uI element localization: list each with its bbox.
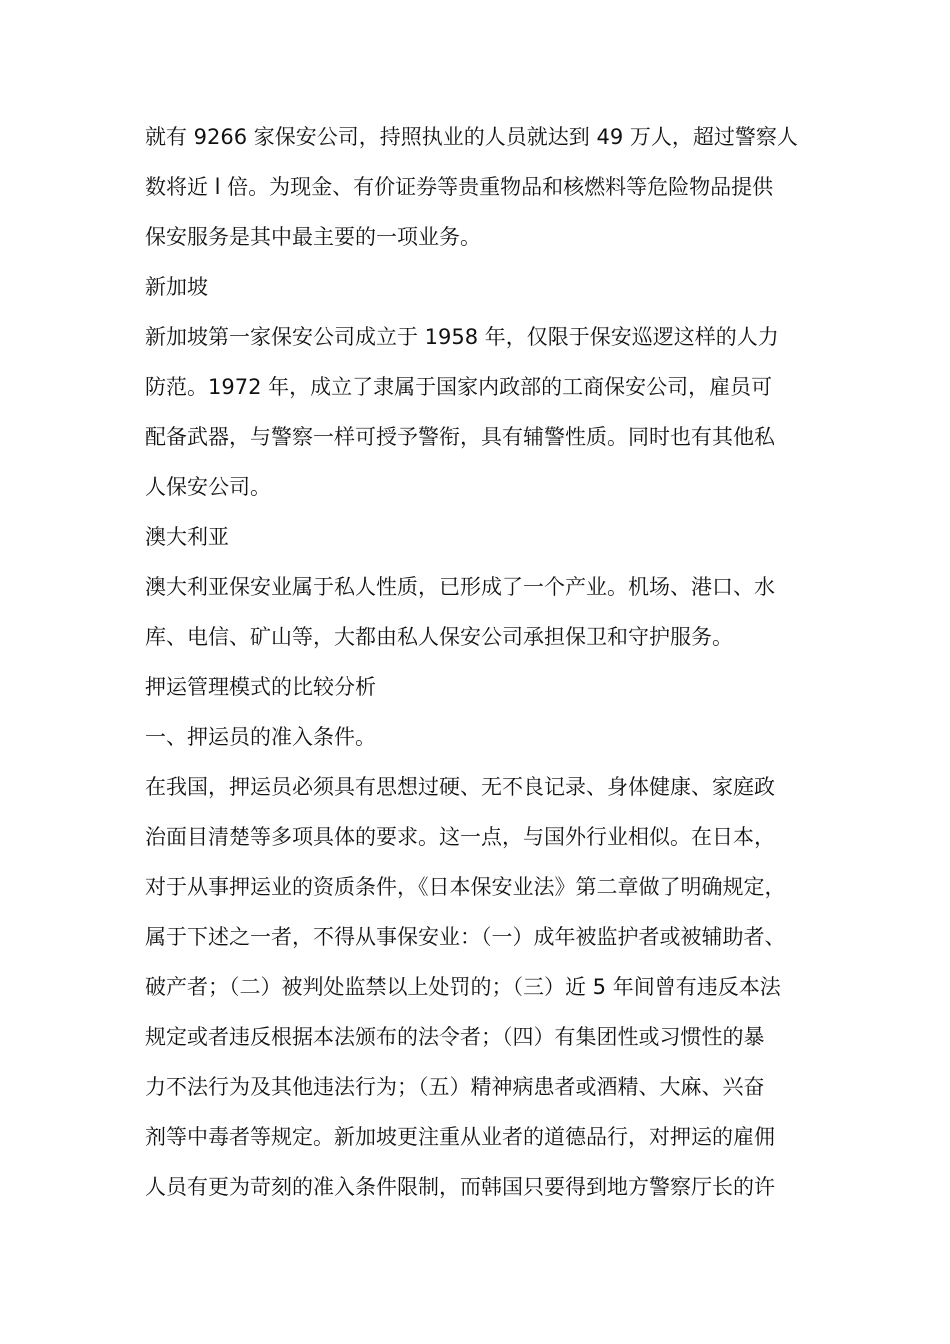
text-line: 人员有更为苛刻的准入条件限制，而韩国只要得到地方警察厅长的许 bbox=[145, 1175, 775, 1199]
text-line: 人保安公司。 bbox=[145, 475, 271, 499]
section-heading-australia: 澳大利亚 bbox=[145, 525, 229, 549]
text-line: 治面目清楚等多项具体的要求。这一点，与国外行业相似。在日本， bbox=[145, 825, 775, 849]
text-line: 保安服务是其中最主要的一项业务。 bbox=[145, 225, 481, 249]
text-line: 防范。1972 年，成立了隶属于国家内政部的工商保安公司，雇员可 bbox=[145, 375, 773, 399]
text-line: 对于从事押运业的资质条件，《日本保安业法》第二章做了明确规定， bbox=[145, 875, 786, 899]
text-line: 新加坡第一家保安公司成立于 1958 年，仅限于保安巡逻这样的人力 bbox=[145, 325, 779, 349]
text-line: 数将近 l 倍。为现金、有价证券等贵重物品和核燃料等危险物品提供 bbox=[145, 175, 774, 199]
section-heading-comparison: 押运管理模式的比较分析 bbox=[145, 675, 376, 699]
text-line: 力不法行为及其他违法行为；（五）精神病患者或酒精、大麻、兴奋 bbox=[145, 1075, 765, 1099]
subsection-heading-entry-conditions: 一、押运员的准入条件。 bbox=[145, 725, 376, 749]
text-line: 破产者；（二）被判处监禁以上处罚的；（三）近 5 年间曾有违反本法 bbox=[145, 975, 781, 999]
text-line: 在我国，押运员必须具有思想过硬、无不良记录、身体健康、家庭政 bbox=[145, 775, 775, 799]
section-heading-singapore: 新加坡 bbox=[145, 275, 208, 299]
text-line: 剂等中毒者等规定。新加坡更注重从业者的道德品行，对押运的雇佣 bbox=[145, 1125, 775, 1149]
text-line: 就有 9266 家保安公司，持照执业的人员就达到 49 万人，超过警察人 bbox=[145, 125, 798, 149]
text-line: 澳大利亚保安业属于私人性质，已形成了一个产业。机场、港口、水 bbox=[145, 575, 775, 599]
text-line: 配备武器，与警察一样可授予警衔，具有辅警性质。同时也有其他私 bbox=[145, 425, 775, 449]
text-line: 库、电信、矿山等，大都由私人保安公司承担保卫和守护服务。 bbox=[145, 625, 733, 649]
text-line: 属于下述之一者，不得从事保安业：（一）成年被监护者或被辅助者、 bbox=[145, 925, 786, 949]
text-line: 规定或者违反根据本法颁布的法令者；（四）有集团性或习惯性的暴 bbox=[145, 1025, 765, 1049]
